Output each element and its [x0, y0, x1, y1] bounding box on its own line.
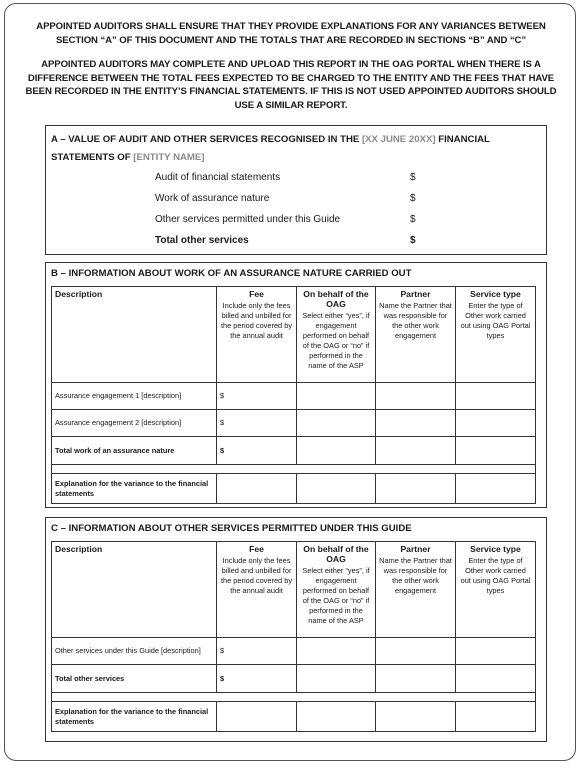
- explanation-cell[interactable]: [456, 702, 536, 732]
- partner-cell[interactable]: [376, 410, 456, 437]
- currency-field[interactable]: $: [410, 172, 416, 183]
- row-description[interactable]: Assurance engagement 2 [description]: [52, 410, 217, 437]
- entity-name-placeholder[interactable]: [ENTITY NAME]: [133, 152, 205, 163]
- total-label: Total work of an assurance nature: [52, 437, 217, 465]
- intro-paragraph-variances: APPOINTED AUDITORS SHALL ENSURE THAT THEY PROVIDE EXPLANATIONS FOR ANY VARIANCES BETWEEN SECTION “A” OF THIS DOCUMENT AND THE TOTALS THAT ARE RECORDED IN SECTIONS “B” AND “C”: [36, 21, 546, 46]
- section-c-title: C – INFORMATION ABOUT OTHER SERVICES PERMITTED UNDER THIS GUIDE: [51, 523, 412, 534]
- fee-cell[interactable]: $: [217, 638, 297, 665]
- on-behalf-cell[interactable]: [297, 638, 376, 665]
- header-fee: Fee Include only the fees billed and unbilled for the period covered by the annual audit: [217, 542, 297, 638]
- row-description[interactable]: Other services under this Guide [description]: [52, 638, 217, 665]
- partner-cell[interactable]: [376, 665, 456, 693]
- row-label: Total other services: [155, 235, 249, 246]
- other-services-table: [51, 541, 536, 732]
- currency-field[interactable]: $: [410, 235, 416, 246]
- header-description: Description: [52, 542, 217, 638]
- date-placeholder[interactable]: [XX JUNE 20XX]: [361, 134, 436, 145]
- table-row: [52, 638, 536, 665]
- explanation-label: Explanation for the variance to the financial statements: [52, 474, 217, 504]
- section-a: [45, 125, 547, 255]
- explanation-label: Explanation for the variance to the financial statements: [52, 702, 217, 732]
- row-label: Audit of financial statements: [155, 172, 281, 183]
- row-label: Other services permitted under this Guide: [155, 214, 341, 225]
- fee-cell[interactable]: $: [217, 410, 297, 437]
- on-behalf-cell[interactable]: [297, 437, 376, 465]
- service-type-cell[interactable]: [456, 437, 536, 465]
- header-on-behalf: On behalf of the OAG Select either “yes”, if engagement performed on behalf of the OAG or “no” if performed in the name of the ASP: [297, 542, 376, 638]
- total-fee-cell[interactable]: $: [217, 437, 297, 465]
- partner-cell[interactable]: [376, 383, 456, 410]
- section-b: [45, 262, 547, 508]
- on-behalf-cell[interactable]: [297, 410, 376, 437]
- section-c: [45, 517, 547, 742]
- section-a-title-text-2: FINANCIAL STATEMENTS OF: [51, 134, 490, 163]
- section-a-title-text: A – VALUE OF AUDIT AND OTHER SERVICES RECOGNISED IN THE: [51, 134, 362, 145]
- page-frame: [4, 3, 576, 761]
- service-type-cell[interactable]: [456, 665, 536, 693]
- total-row: [52, 665, 536, 693]
- row-description[interactable]: Assurance engagement 1 [description]: [52, 383, 217, 410]
- section-b-title: B – INFORMATION ABOUT WORK OF AN ASSURANCE NATURE CARRIED OUT: [51, 268, 412, 279]
- header-service-type: Service type Enter the type of Other work carried out using OAG Portal types: [456, 287, 536, 383]
- header-fee: Fee Include only the fees billed and unbilled for the period covered by the annual audit: [217, 287, 297, 383]
- header-partner: Partner Name the Partner that was responsible for the other work engagement: [376, 287, 456, 383]
- table-header-row: [52, 287, 536, 383]
- explanation-cell[interactable]: [217, 702, 297, 732]
- assurance-work-table: [51, 286, 536, 504]
- row-label: Work of assurance nature: [155, 193, 270, 204]
- row-spacer: [52, 465, 536, 474]
- currency-field[interactable]: $: [410, 193, 416, 204]
- intro-paragraph-upload: APPOINTED AUDITORS MAY COMPLETE AND UPLOAD THIS REPORT IN THE OAG PORTAL WHEN THERE IS A DIFFERENCE BETWEEN THE TOTAL FEES EXPECTED TO BE CHARGED TO THE ENTITY AND THE FEES THAT HAVE BEEN RECORDED IN THE ENTITY’S FINANCIAL STATEMENTS. IF THIS IS NOT USED APPOINTED AUDITORS SHOULD USE A SIMILAR REPORT.: [25, 59, 557, 111]
- on-behalf-cell[interactable]: [297, 665, 376, 693]
- partner-cell[interactable]: [376, 638, 456, 665]
- header-service-type: Service type Enter the type of Other work carried out using OAG Portal types: [456, 542, 536, 638]
- header-description: Description: [52, 287, 217, 383]
- fee-cell[interactable]: $: [217, 383, 297, 410]
- explanation-cell[interactable]: [297, 702, 376, 732]
- explanation-cell[interactable]: [376, 702, 456, 732]
- table-row: [52, 410, 536, 437]
- total-fee-cell[interactable]: $: [217, 665, 297, 693]
- row-spacer: [52, 693, 536, 702]
- header-partner: Partner Name the Partner that was responsible for the other work engagement: [376, 542, 456, 638]
- explanation-row: [52, 702, 536, 732]
- header-on-behalf: On behalf of the OAG Select either “yes”, if engagement performed on behalf of the OAG or “no” if performed in the name of the ASP: [297, 287, 376, 383]
- explanation-cell[interactable]: [217, 474, 297, 504]
- on-behalf-cell[interactable]: [297, 383, 376, 410]
- table-row: [52, 383, 536, 410]
- service-type-cell[interactable]: [456, 638, 536, 665]
- section-a-title: [51, 131, 541, 167]
- table-header-row: [52, 542, 536, 638]
- currency-field[interactable]: $: [410, 214, 416, 225]
- explanation-row: [52, 474, 536, 504]
- service-type-cell[interactable]: [456, 410, 536, 437]
- total-row: [52, 437, 536, 465]
- explanation-cell[interactable]: [297, 474, 376, 504]
- total-label: Total other services: [52, 665, 217, 693]
- explanation-cell[interactable]: [456, 474, 536, 504]
- partner-cell[interactable]: [376, 437, 456, 465]
- service-type-cell[interactable]: [456, 383, 536, 410]
- explanation-cell[interactable]: [376, 474, 456, 504]
